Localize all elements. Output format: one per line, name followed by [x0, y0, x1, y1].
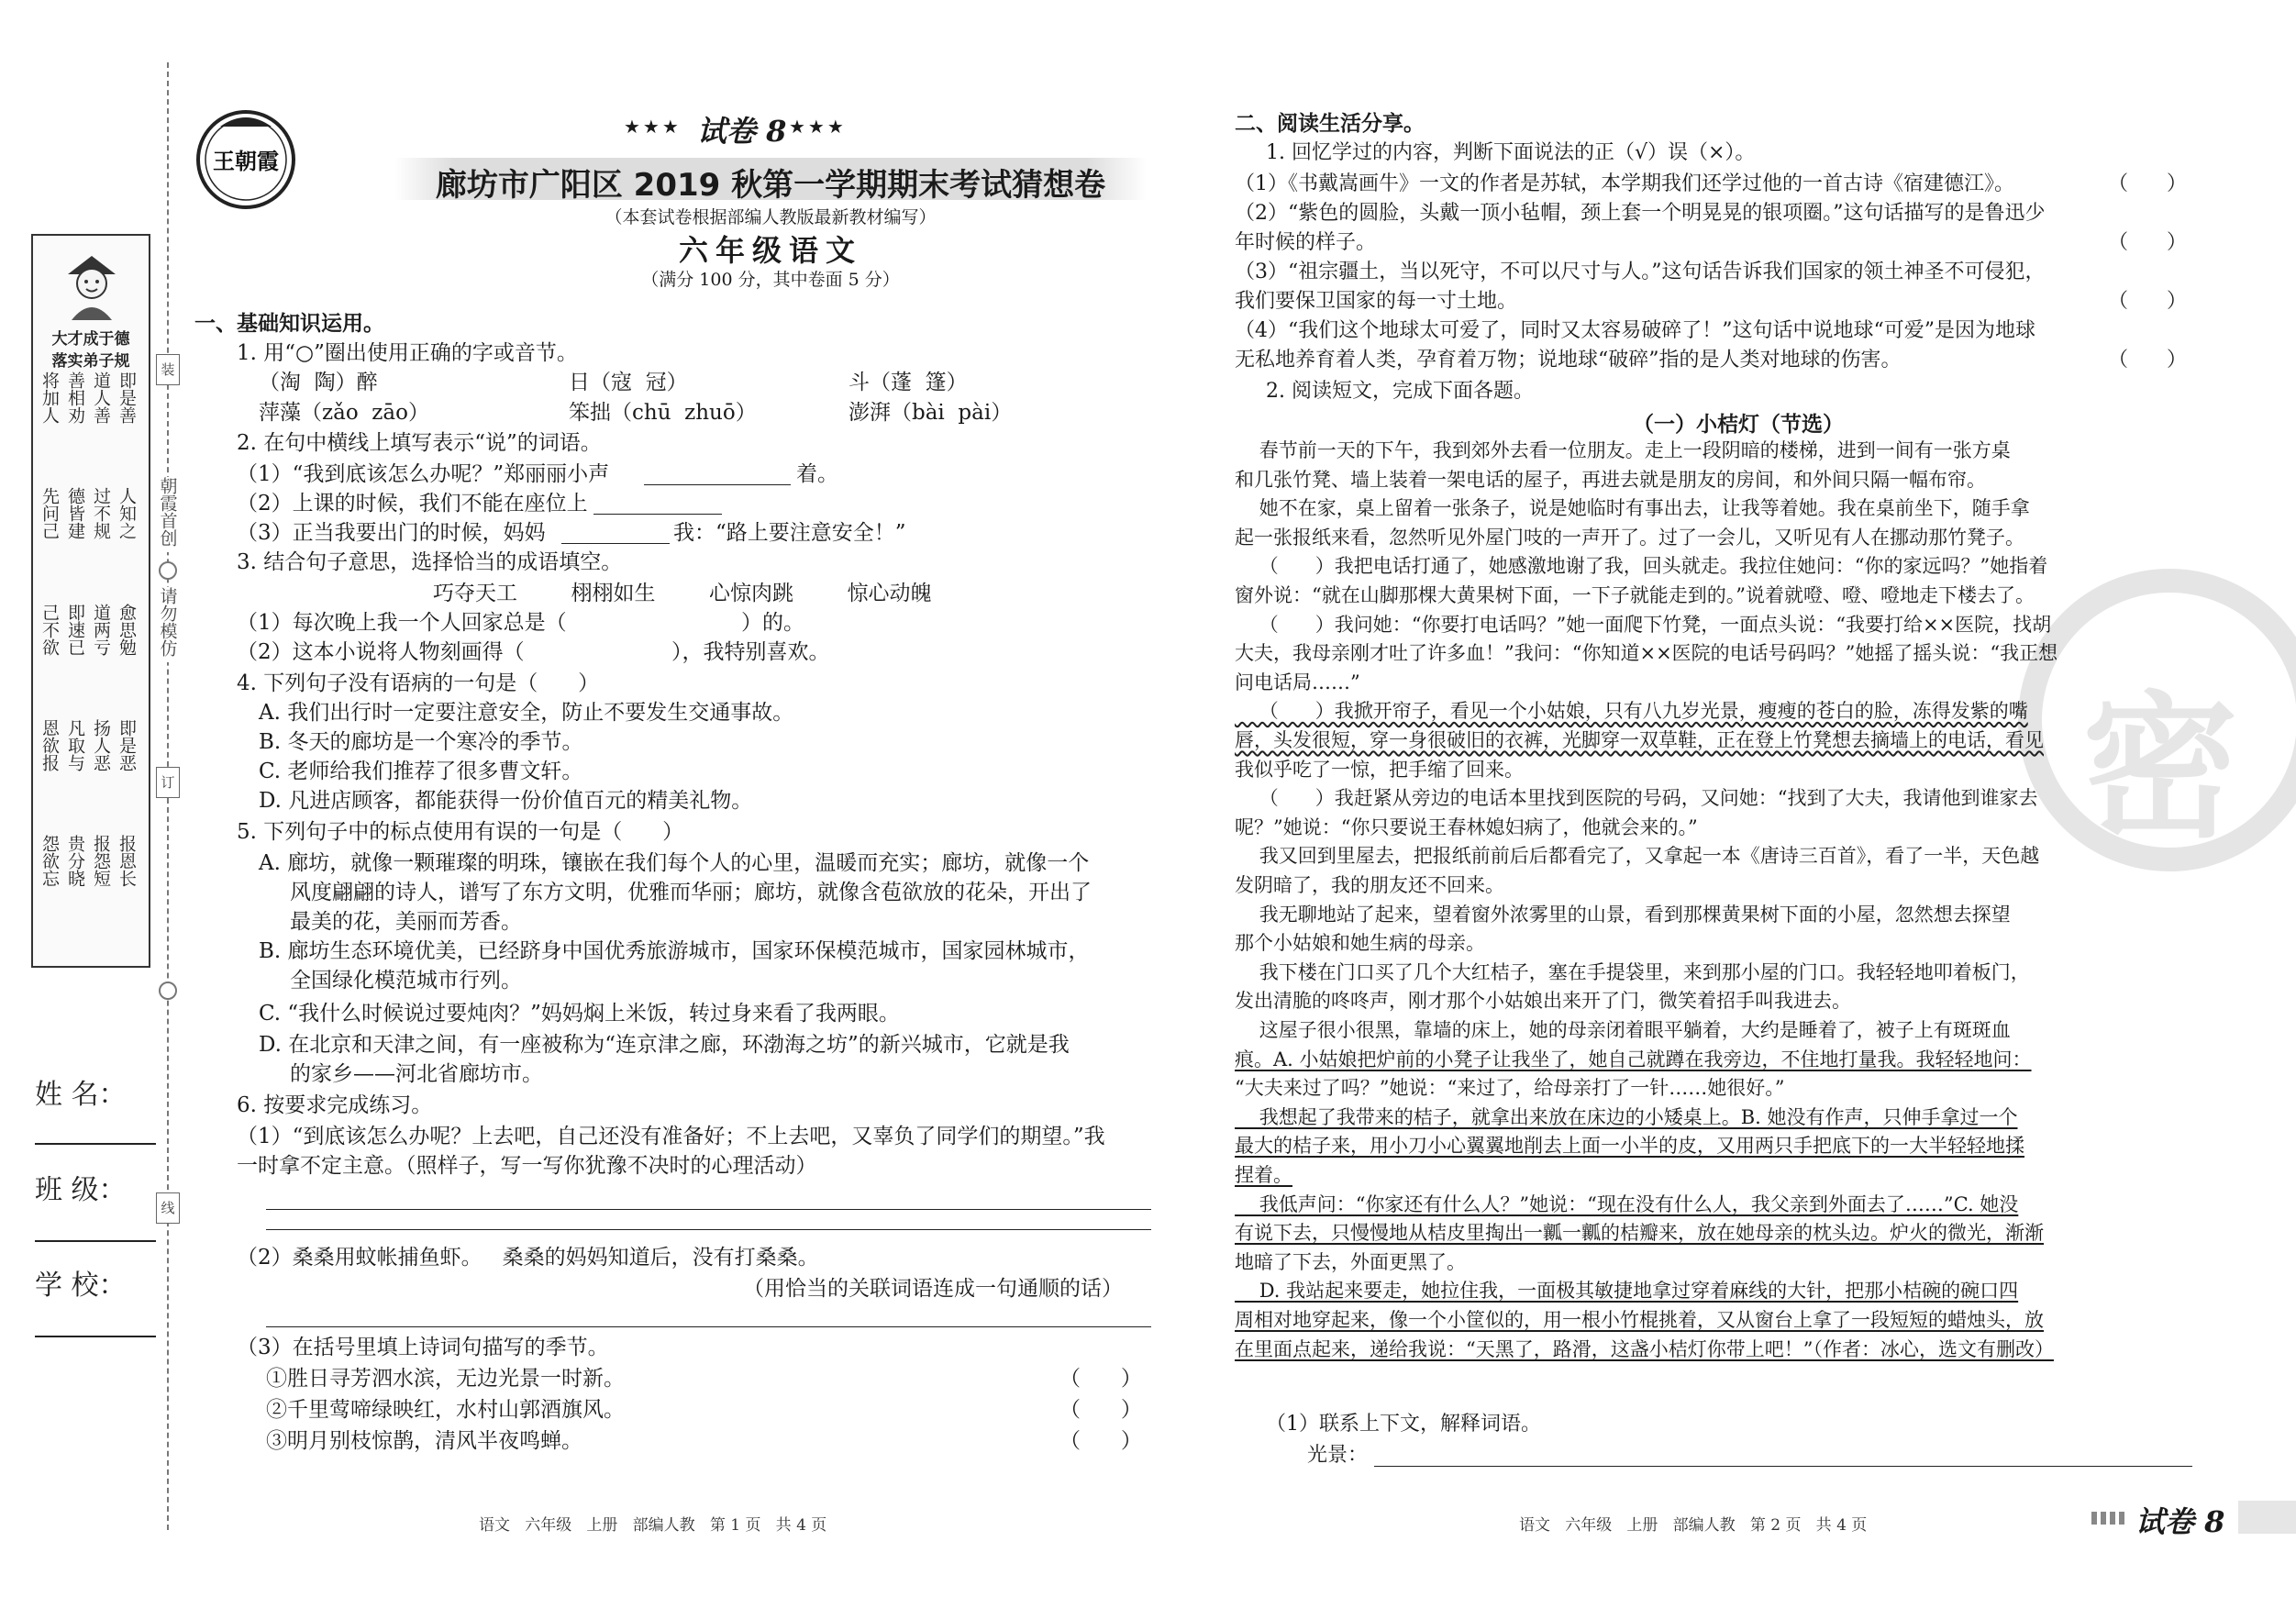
q6-2-hint: （用恰当的关联词语连成一句通顺的话）: [743, 1277, 1123, 1301]
school-label: 学 校：: [35, 1270, 127, 1302]
story-line: 我又回到里屋去，把报纸前前后后都看完了，又拿起一本《唐诗三百首》，看了一半，天色越: [1235, 845, 2040, 868]
binding-vertical-text: [151, 477, 183, 552]
binding-hole-icon: [159, 981, 177, 1000]
q5-option-d[interactable]: D. 在北京和天津之间，有一座被称为“连京津之廊，环渤海之坊”的新兴城市，它就是我: [259, 1033, 1070, 1057]
q1-prompt: 1. 用“○”圈出使用正确的字或音节。: [237, 341, 578, 365]
binding-text-1: 朝霞首创: [157, 477, 178, 547]
q6-3-item: ①胜日寻芳泗水滨，无边光景一时新。: [266, 1367, 625, 1391]
binding-vertical-text-2: [151, 587, 183, 662]
story-line: 发出清脆的咚咚声，刚才那个小姑娘出来开了门，微笑着招手叫我进去。: [1235, 990, 1851, 1013]
binding-text-2: 请勿模仿: [157, 587, 178, 657]
q6-2-text: （2）桑桑用蚊帐捕鱼虾。 桑桑的妈妈知道后，没有打桑桑。: [237, 1246, 819, 1270]
story-line: 她不在家，桌上留着一张条子，说是她临时有事出去，让我等着她。我在桌前坐下，随手拿: [1235, 497, 2030, 520]
q4-option[interactable]: A. 我们出行时一定要注意安全，防止不要发生交通事故。: [259, 701, 794, 725]
motto-column: 即是善: [116, 372, 137, 424]
q5-option-a[interactable]: A. 廊坊，就像一颗璀璨的明珠，镶嵌在我们每个人的心里，温暖而充实；廊坊，就像一个: [259, 851, 1090, 875]
q6-3-item: ③明月别枝惊鹊，清风半夜鸣蝉。: [266, 1429, 582, 1453]
q5-option-b-line: 全国绿化模范城市行列。: [290, 969, 522, 993]
motto-column: 即速已: [65, 603, 85, 656]
q1-option[interactable]: 笨拙（chū zhuō）: [569, 401, 757, 425]
story-line: 最大的桔子来，用小刀小心翼翼地削去上面一小半的皮，又用两只手把底下的一大半轻轻地揉: [1235, 1135, 2024, 1158]
q1-option[interactable]: 斗（蓬 篷）: [849, 371, 968, 394]
q3-2-text-end: ），我特别喜欢。: [671, 640, 830, 664]
story-line: 捏着。: [1235, 1164, 1292, 1186]
watermark-seal-char: 密: [2082, 678, 2239, 859]
story-line: 有说下去，只慢慢地从桔皮里掏出一瓤一瓤的桔瓣来，放在她母亲的枕头边。炉火的微光，渐渐: [1235, 1222, 2044, 1245]
binding-seal-char: 装: [156, 354, 180, 385]
q6-prompt: 6. 按要求完成练习。: [237, 1093, 433, 1117]
q1-option[interactable]: 萍藻（zǎo zāo）: [259, 401, 429, 425]
story-line: 春节前一天的下午，我到郊外去看一位朋友。走上一段阴暗的楼梯，进到一间有一张方桌: [1235, 439, 2011, 461]
motto-column: 先问己: [39, 487, 60, 540]
class-line[interactable]: [35, 1240, 156, 1242]
motto-column: 报恩长: [116, 835, 137, 888]
motto-column: 愈思勉: [116, 603, 137, 656]
binding-seal-char: 线: [156, 1192, 180, 1224]
motto-column: 报怨短: [91, 835, 111, 888]
motto-column: 道两亏: [91, 603, 111, 656]
q6-3-paren[interactable]: （ ）: [1059, 1429, 1142, 1453]
r1-prompt: 1. 回忆学过的内容，判断下面说法的正（√）误（×）。: [1266, 141, 1756, 164]
story-line: （ ）我问她：“你要打电话吗？”她一面爬下竹凳，一面点头说：“我要打给××医院，找胡: [1235, 613, 2052, 636]
exam-label: 试卷 8: [697, 114, 787, 149]
q3-prompt: 3. 结合句子意思，选择恰当的成语填空。: [237, 550, 623, 574]
r1-item-paren[interactable]: （ ）: [2108, 231, 2187, 254]
q1-option[interactable]: 日（寇 冠）: [569, 371, 688, 394]
q6-3-paren[interactable]: （ ）: [1059, 1398, 1142, 1422]
q6-1-answer-line[interactable]: [266, 1209, 1151, 1210]
edition-note: （本套试卷根据部编人教版最新教材编写）: [605, 207, 937, 227]
q2-2-text: （2）上课的时候，我们不能在座位上: [237, 492, 588, 516]
motto-column: 即是恶: [116, 719, 137, 772]
q2-1-blank[interactable]: [644, 484, 791, 485]
motto-title-2: 落实弟子规: [51, 352, 130, 371]
story-line: 在里面点起来，递给我说：“天黑了，路滑，这盏小桔灯你带上吧！”（作者：冰心，选文有删改）: [1235, 1337, 2054, 1360]
story-line: “大夫来过了吗？”她说：“来过了，给母亲打了一针……她很好。”: [1235, 1077, 1785, 1100]
motto-column: 道人善: [91, 372, 111, 424]
corner-dots-icon: [2091, 1512, 2128, 1525]
q2-3-text: （3）正当我要出门的时候，妈妈: [237, 521, 546, 545]
binding-seal-char: 订: [156, 767, 180, 798]
story-line: 大夫，我母亲刚才吐了许多血！”我问：“你知道××医院的电话号码吗？”她摇了摇头说：“我正想: [1235, 642, 2058, 665]
story-line: 问电话局……”: [1235, 671, 1360, 693]
story-line: 我无聊地站了起来，望着窗外浓雾里的山景，看到那棵黄果树下面的小屋，忽然想去探望: [1235, 903, 2011, 926]
q1-option[interactable]: （淘 陶）醉: [259, 371, 378, 394]
story-line: 唇，头发很短，穿一身很破旧的衣裤，光脚穿一双草鞋，正在登上竹凳想去摘墙上的电话，看见: [1235, 729, 2044, 751]
stars-left-icon: ★★★: [624, 116, 682, 138]
motto-title-1: 大才成于德: [51, 330, 130, 349]
story-line: 我低声问：“你家还有什么人？”她说：“现在没有什么人，我父亲到外面去了……”C. 她没: [1235, 1192, 2019, 1215]
q5-prompt: 5. 下列句子中的标点使用有误的一句是（ ）: [237, 820, 684, 844]
story-line: 发阴暗了，我的朋友还不回来。: [1235, 874, 1504, 896]
motto-column: 扬人恶: [91, 719, 111, 772]
right-page-footer: 语文 六年级 上册 部编人教 第 2 页 共 4 页: [1519, 1516, 1868, 1535]
motto-column: 将加人: [39, 372, 60, 424]
q6-3-item: ②千里莺啼绿映红，水村山郭酒旗风。: [266, 1398, 625, 1422]
r1-item-paren[interactable]: （ ）: [2108, 349, 2187, 372]
q5-option-d-line: 的家乡——河北省廊坊市。: [290, 1062, 543, 1086]
motto-column: 过不规: [91, 487, 111, 540]
q3-1-text: （1）每次晚上我一个人回家总是（: [237, 611, 567, 635]
r1-item-text: 年时候的样子。: [1235, 231, 1377, 254]
q2-2-blank[interactable]: [593, 514, 722, 515]
q4-option[interactable]: D. 凡进店顾客，都能获得一份价值百元的精美礼物。: [259, 789, 753, 813]
story-line: 我下楼在门口买了几个大红桔子，塞在手提袋里，来到那小屋的门口。我轻轻地叩着板门，: [1235, 960, 2030, 983]
q5-option-a-line: 最美的花，美丽而芳香。: [290, 910, 522, 934]
story-line: 窗外说：“就在山脚那棵大黄果树下面，一下子就能走到的。”说着就噔、噔、噔地走下楼去了。: [1235, 584, 2035, 606]
r-q1-answer-line[interactable]: [1374, 1466, 2192, 1467]
q3-2-text: （2）这本小说将人物刻画得（: [237, 640, 525, 664]
q6-3-text: （3）在括号里填上诗词句描写的季节。: [237, 1336, 609, 1359]
q1-option[interactable]: 澎湃（bài pài）: [849, 401, 1013, 425]
story-line: 起一张报纸来看，忽然听见外屋门吱的一声开了。过了一会儿，又听见有人在挪动那竹凳子。: [1235, 526, 2024, 549]
story-title: （一）小桔灯（节选）: [1633, 413, 1844, 437]
page-title: 廊坊市广阳区 2019 秋第一学期期末考试猜想卷: [435, 167, 1106, 204]
story-line: 周相对地穿起来，像一个小筐似的，用一根小竹棍挑着，又从窗台上拿了一段短短的蜡烛头，放: [1235, 1309, 2044, 1331]
r2-prompt: 2. 阅读短文，完成下面各题。: [1266, 380, 1534, 403]
motto-column: 己不欲: [39, 603, 60, 656]
q3-options: 巧夺天工 栩栩如生 心惊肉跳 惊心动魄: [433, 582, 932, 605]
corner-bar: [2238, 1501, 2296, 1534]
motto-panel: [31, 234, 150, 968]
corner-exam-label: 试卷 8: [2135, 1504, 2225, 1539]
name-line[interactable]: [35, 1143, 156, 1145]
story-line: （ ）我把电话打通了，她感激地谢了我，回头就走。我拉住她问：“你的家远吗？”她指着: [1235, 555, 2048, 578]
r1-item-paren[interactable]: （ ）: [2108, 290, 2187, 313]
q3-1-text-end: ）的。: [741, 611, 804, 635]
motto-column: 人知之: [116, 487, 137, 540]
motto-column: 怨欲忘: [39, 835, 60, 888]
q6-2-answer-line[interactable]: [266, 1326, 1151, 1327]
brand-logo-icon: [194, 108, 297, 211]
motto-column: 善相劝: [65, 372, 85, 424]
motto-column: 恩欲报: [39, 719, 60, 772]
r1-item-text: 无私地养育着人类，孕育着万物；说地球“破碎”指的是人类对地球的伤害。: [1235, 349, 1902, 372]
story-line: 这屋子很小很黑，靠墙的床上，她的母亲闭着眼平躺着，大约是睡着了，被子上有斑斑血: [1235, 1019, 2011, 1041]
logo-text: 王朝霞: [213, 148, 279, 174]
q4-prompt: 4. 下列句子没有语病的一句是（ ）: [237, 671, 600, 695]
q6-1-answer-line[interactable]: [266, 1229, 1151, 1230]
r1-item-text: （2）“紫色的圆脸，头戴一顶小毡帽，颈上套一个明晃晃的银项圈。”这句话描写的是鲁迅少: [1235, 202, 2046, 225]
story-line: 呢？”她说：“你只要说王春林媳妇病了，他就会来的。”: [1235, 815, 1698, 838]
motto-column: 德皆建: [65, 487, 85, 540]
r1-item-text: 我们要保卫国家的每一寸土地。: [1235, 290, 1518, 313]
subject-title: 六年级语文: [678, 233, 862, 268]
section2-heading: 二、阅读生活分享。: [1235, 112, 1425, 136]
story-line: 和几张竹凳、墙上装着一架电话的屋子，再进去就是朋友的房间，和外间只隔一幅布帘。: [1235, 468, 1986, 491]
motto-column: 贵分晓: [65, 835, 85, 888]
q2-3-text-end: 我：“路上要注意安全！”: [673, 521, 906, 545]
binding-hole-icon: [159, 561, 177, 580]
class-label: 班 级：: [35, 1174, 127, 1206]
stars-right-icon: ★★★: [789, 116, 847, 138]
q2-prompt: 2. 在句中横线上填写表示“说”的词语。: [237, 431, 602, 455]
scholar-mascot-icon: [55, 249, 128, 322]
school-line[interactable]: [35, 1336, 156, 1337]
q6-1-text-line: 一时拿不定主意。（照样子，写一写你犹豫不决时的心理活动）: [237, 1154, 817, 1178]
story-line: 我似乎吃了一惊，把手缩了回来。: [1235, 758, 1524, 781]
story-line: （ ）我赶紧从旁边的电话本里找到医院的号码，又问她：“找到了大夫，我请他到谁家去: [1235, 787, 2038, 810]
motto-columns: [40, 372, 143, 959]
q5-option-a-line: 风度翩翩的诗人，谱写了东方文明，优雅而华丽；廊坊，就像含苞欲放的花朵，开出了: [290, 881, 1092, 904]
motto-column: 凡取与: [65, 719, 85, 772]
q6-3-paren[interactable]: （ ）: [1059, 1367, 1142, 1391]
story-line: 那个小姑娘和她生病的母亲。: [1235, 932, 1485, 955]
story-line: （ ）我掀开帘子，看见一个小姑娘，只有八九岁光景，瘦瘦的苍白的脸，冻得发紫的嘴: [1235, 700, 2028, 723]
q2-1-text-end: 着。: [796, 462, 838, 486]
q2-3-blank[interactable]: [561, 543, 670, 544]
r-q1-word: 光景：: [1307, 1444, 1369, 1467]
story-line: 地暗了下去，外面更黑了。: [1235, 1250, 1466, 1273]
story-line: 痕。A. 小姑娘把炉前的小凳子让我坐了，她自己就蹲在我旁边，不住地打量我。我轻轻地问：: [1235, 1048, 2032, 1070]
q4-option[interactable]: C. 老师给我们推荐了很多曹文轩。: [259, 760, 583, 783]
r-q1-prompt: （1）联系上下文，解释词语。: [1266, 1413, 1541, 1436]
left-page-footer: 语文 六年级 上册 部编人教 第 1 页 共 4 页: [479, 1516, 827, 1535]
r1-item-text: （1）《书戴嵩画牛》一文的作者是苏轼，本学期我们还学过他的一首古诗《宿建德江》。: [1235, 172, 2015, 195]
r1-item-text: （3）“祖宗疆土，当以死守，不可以尺寸与人。”这句话告诉我们国家的领土神圣不可侵犯，: [1235, 261, 2046, 283]
score-note: （满分 100 分，其中卷面 5 分）: [641, 270, 900, 290]
q2-1-text: （1）“我到底该怎么办呢？”郑丽丽小声: [237, 462, 610, 486]
story-line: 我想起了我带来的桔子，就拿出来放在床边的小矮桌上。B. 她没有作声，只伸手拿过一个: [1235, 1105, 2018, 1128]
name-label: 姓 名：: [35, 1079, 127, 1111]
section1-heading: 一、基础知识运用。: [194, 312, 384, 336]
r1-item-paren[interactable]: （ ）: [2108, 172, 2187, 195]
q5-option-c[interactable]: C. “我什么时候说过要炖肉？”妈妈焖上米饭，转过身来看了我两眼。: [259, 1002, 900, 1026]
story-line: D. 我站起来要走，她拉住我，一面极其敏捷地拿过穿着麻线的大针，把那小桔碗的碗口四: [1235, 1280, 2019, 1303]
q4-option[interactable]: B. 冬天的廊坊是一个寒冷的季节。: [259, 730, 583, 754]
q5-option-b[interactable]: B. 廊坊生态环境优美，已经跻身中国优秀旅游城市，国家环保模范城市，国家园林城市，: [259, 939, 1090, 963]
r1-item-text: （4）“我们这个地球太可爱了，同时又太容易破碎了！”这句话中说地球“可爱”是因为地球: [1235, 319, 2035, 342]
q6-1-text: （1）“到底该怎么办呢？上去吧，自己还没有准备好；不上去吧，又辜负了同学们的期望。”我: [237, 1125, 1105, 1148]
